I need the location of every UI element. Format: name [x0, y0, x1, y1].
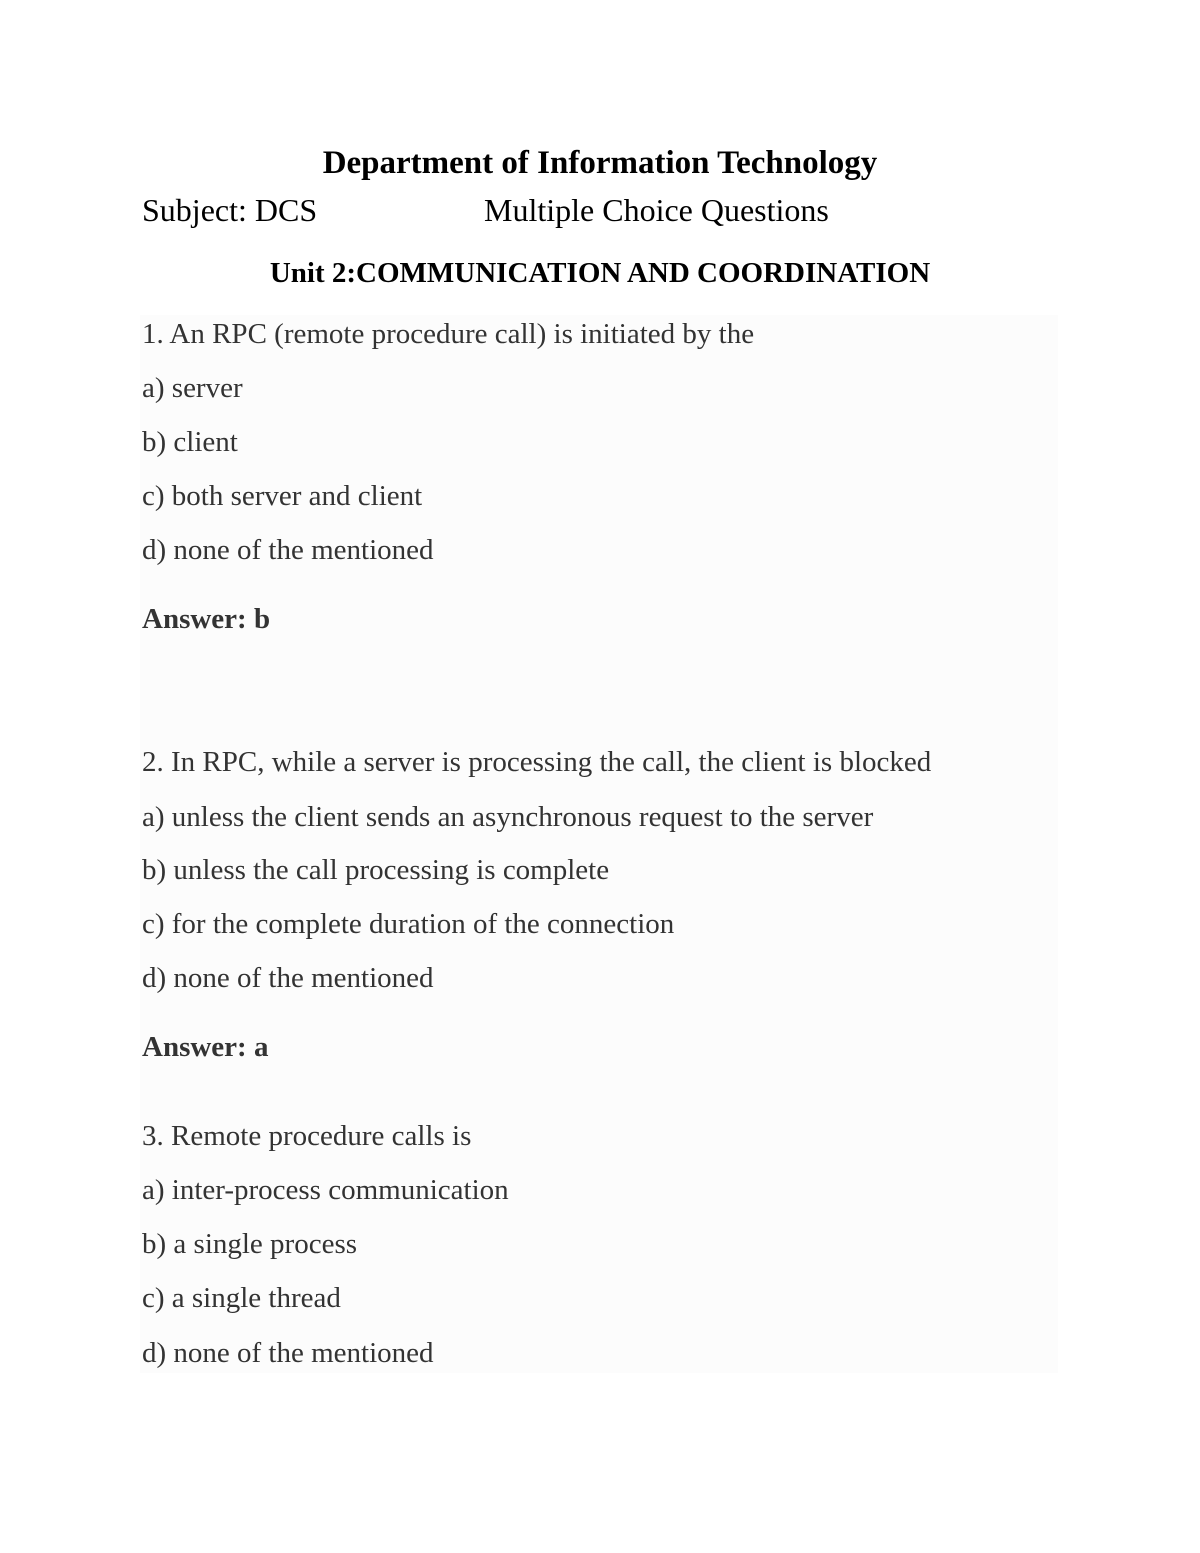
question-3-option-b: b) a single process [142, 1228, 358, 1260]
subject-label: Subject: DCS [142, 192, 318, 228]
question-1-option-b: b) client [142, 426, 238, 458]
question-1-answer: Answer: b [142, 603, 271, 635]
question-2-option-d: d) none of the mentioned [142, 962, 434, 994]
mcq-label: Multiple Choice Questions [484, 192, 829, 228]
question-3-text: 3. Remote procedure calls is [142, 1120, 472, 1152]
question-3-option-c: c) a single thread [142, 1282, 341, 1314]
question-1-option-c: c) both server and client [142, 480, 423, 512]
department-title: Department of Information Technology [322, 145, 878, 181]
question-1-option-a: a) server [142, 372, 243, 404]
question-3-option-d: d) none of the mentioned [142, 1337, 434, 1369]
question-2-text: 2. In RPC, while a server is processing the call, the client is blocked [142, 746, 932, 778]
question-2-answer: Answer: a [142, 1031, 269, 1063]
question-3-option-a: a) inter-process communication [142, 1174, 509, 1206]
subject-line [142, 190, 829, 230]
question-1-text: 1. An RPC (remote procedure call) is initiated by the [142, 318, 755, 350]
question-2-option-b: b) unless the call processing is complete [142, 854, 610, 886]
question-1-option-d: d) none of the mentioned [142, 534, 434, 566]
question-2-option-a: a) unless the client sends an asynchronous request to the server [142, 801, 874, 833]
question-2-option-c: c) for the complete duration of the connection [142, 908, 675, 940]
unit-title: Unit 2:COMMUNICATION AND COORDINATION [269, 257, 931, 289]
questions-block [140, 315, 1058, 1373]
